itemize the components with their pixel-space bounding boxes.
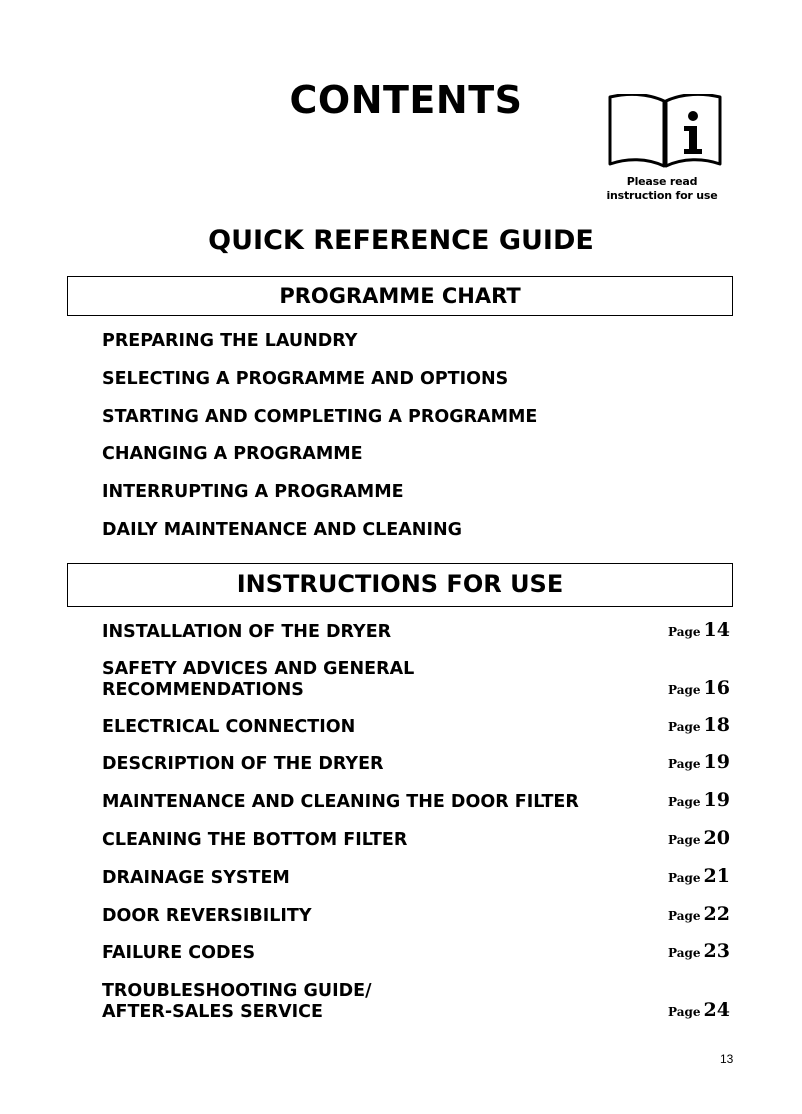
page-word: Page (668, 946, 701, 960)
page-number-ref: 16 (703, 677, 730, 699)
quick-reference-heading: QUICK REFERENCE GUIDE (208, 225, 594, 256)
toc-page-ref (668, 941, 730, 964)
toc-label: ELECTRICAL CONNECTION (102, 717, 356, 737)
quick-reference-list (102, 328, 537, 555)
info-caption-line1: Please read (626, 175, 698, 188)
list-item: SELECTING A PROGRAMME AND OPTIONS (102, 368, 509, 389)
toc-row (102, 790, 728, 813)
toc-row (102, 904, 728, 927)
page-word: Page (668, 833, 701, 847)
list-item: DAILY MAINTENANCE AND CLEANING (102, 519, 462, 540)
toc-page-ref (668, 678, 730, 701)
page-title: CONTENTS (289, 78, 523, 122)
page-number-ref: 24 (703, 999, 730, 1021)
toc-label: CLEANING THE BOTTOM FILTER (102, 830, 408, 850)
page-number-ref: 23 (703, 940, 730, 962)
toc-page-ref (668, 620, 730, 643)
programme-chart-box: PROGRAMME CHART (67, 276, 733, 316)
toc-label-line2: RECOMMENDATIONS (102, 680, 304, 700)
toc-label: DOOR REVERSIBILITY (102, 906, 312, 926)
page-word: Page (668, 871, 701, 885)
page-number-ref: 21 (703, 865, 730, 887)
toc-row (102, 752, 728, 775)
toc-label: DRAINAGE SYSTEM (102, 868, 290, 888)
toc-row (102, 657, 728, 701)
page-number-ref: 22 (703, 903, 730, 925)
page-number-ref: 19 (703, 789, 730, 811)
page-word: Page (668, 795, 701, 809)
list-item: PREPARING THE LAUNDRY (102, 331, 358, 351)
page-word: Page (668, 909, 701, 923)
page-word: Page (668, 1005, 701, 1019)
toc-page-ref (668, 790, 730, 813)
list-item: INTERRUPTING A PROGRAMME (102, 482, 404, 503)
toc-row (102, 620, 728, 643)
toc-label: TROUBLESHOOTING GUIDE/ (102, 981, 372, 1001)
page-word: Page (668, 683, 701, 697)
page-number-ref: 14 (703, 619, 730, 641)
toc-label: SAFETY ADVICES AND GENERAL (102, 659, 415, 679)
toc-page-ref (668, 828, 730, 851)
page-number-ref: 20 (703, 827, 730, 849)
toc-label: INSTALLATION OF THE DRYER (102, 622, 392, 642)
info-caption-line2: instruction for use (606, 189, 718, 202)
toc-label: DESCRIPTION OF THE DRYER (102, 754, 384, 774)
toc-page-ref (668, 1000, 730, 1023)
page-word: Page (668, 757, 701, 771)
page-word: Page (668, 625, 701, 639)
toc-row (102, 866, 728, 889)
page-word: Page (668, 720, 701, 734)
toc-page-ref (668, 752, 730, 775)
toc-label: FAILURE CODES (102, 943, 256, 963)
toc-page-ref (668, 904, 730, 927)
page-number-ref: 19 (703, 751, 730, 773)
instructions-header-box: INSTRUCTIONS FOR USE (67, 563, 733, 607)
toc-row (102, 941, 728, 964)
toc-row (102, 979, 728, 1023)
toc-label: MAINTENANCE AND CLEANING THE DOOR FILTER (102, 792, 579, 812)
toc-page-ref (668, 866, 730, 889)
page-number-ref: 18 (703, 714, 730, 736)
list-item: STARTING AND COMPLETING A PROGRAMME (102, 406, 538, 427)
page-number: 13 (720, 1052, 734, 1066)
info-caption (596, 175, 728, 203)
toc-row (102, 828, 728, 851)
toc-page-ref (668, 715, 730, 738)
toc-row (102, 715, 728, 738)
list-item: CHANGING A PROGRAMME (102, 444, 363, 465)
toc-label-line2: AFTER-SALES SERVICE (102, 1002, 323, 1022)
book-info-icon (607, 94, 723, 170)
